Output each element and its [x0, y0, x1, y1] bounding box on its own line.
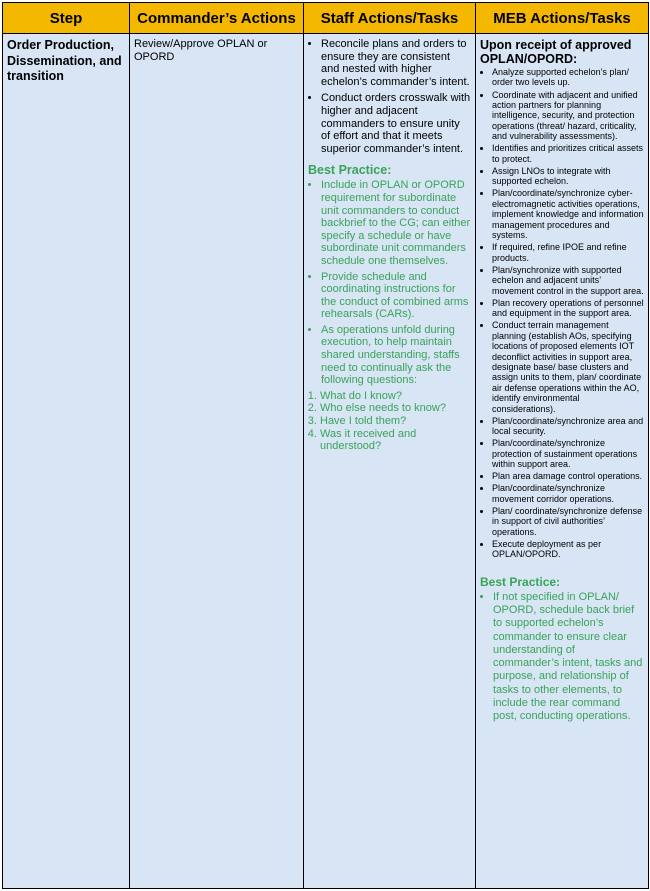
list-item: 4. Was it received and understood?	[320, 428, 471, 453]
header-row	[3, 3, 649, 34]
list-item: • Plan/coordinate/synchronize movement corridor operations.	[492, 483, 644, 504]
commander-cell	[130, 34, 304, 889]
list-item: • Include in OPLAN or OPORD requirement for subordinate unit commanders to conduct backbrief to the CG; can either specify a schedule or have subordinate unit commanders schedule one themselves.	[321, 179, 471, 267]
list-item: • Assign LNOs to integrate with supported echelon.	[492, 166, 644, 187]
header-commander-actions: Commander’s Actions	[130, 3, 304, 34]
list-item: • As operations unfold during execution, to help maintain shared understanding, staffs need to continually ask the following questions:	[321, 324, 471, 387]
list-item: • Analyze supported echelon’s plan/ order two levels up.	[492, 67, 644, 88]
list-item: • Plan/coordinate/synchronize cyber-electromagnetic activities operations, implement knowledge and information management procedures and systems.	[492, 188, 644, 240]
staff-best-practice-title: Best Practice:	[308, 163, 392, 178]
task-table	[2, 2, 649, 889]
meb-best-practice-list	[480, 591, 644, 724]
list-item: • Plan area damage control operations.	[492, 471, 644, 481]
staff-best-practice-list	[308, 179, 471, 387]
commander-action: Review/Approve OPLAN or OPORD	[134, 38, 268, 63]
list-item: • Conduct orders crosswalk with higher and adjacent commanders to ensure unity of effort and that it meets superior commander’s intent.	[321, 92, 471, 155]
header-step: Step	[3, 3, 130, 34]
list-item: • Plan/synchronize with supported echelon and adjacent units’ movement control in the support area.	[492, 265, 644, 296]
step-name: Order Production, Dissemination, and transition	[7, 38, 122, 83]
meb-task-list	[480, 67, 644, 560]
list-item: 2. Who else needs to know?	[320, 402, 471, 415]
list-item: • Plan/coordinate/synchronize protection of sustainment operations within support area.	[492, 438, 644, 469]
list-item: • If not specified in OPLAN/ OPORD, schedule back brief to supported echelon’s commander to ensure clear understanding of commander’s intent, tasks and purpose, and relationship of tasks to other elements, to include the rear command post, conducting operations.	[493, 591, 644, 724]
header-staff-actions: Staff Actions/Tasks	[304, 3, 476, 34]
list-item: • Plan/coordinate/synchronize area and local security.	[492, 416, 644, 437]
meb-best-practice-title: Best Practice:	[480, 574, 561, 589]
staff-question-list	[308, 390, 471, 453]
step-cell	[3, 34, 130, 889]
list-item: • Reconcile plans and orders to ensure they are consistent and nested with higher echelon’s commander’s intent.	[321, 38, 471, 88]
list-item: • If required, refine IPOE and refine products.	[492, 242, 644, 263]
table-row	[3, 34, 649, 889]
list-item: 1. What do I know?	[320, 390, 471, 403]
staff-task-list	[308, 38, 471, 155]
list-item: • Execute deployment as per OPLAN/OPORD.	[492, 539, 644, 560]
meb-heading: Upon receipt of approved OPLAN/OPORD:	[480, 38, 632, 66]
list-item: • Provide schedule and coordinating instructions for the conduct of combined arms rehearsals (CARs).	[321, 271, 471, 321]
list-item: • Conduct terrain management planning (establish AOs, specifying locations of proposed elements IOT deconflict activities in support area, designate base/ base clusters and assign units to them, plan/ coordinate air defense operations within the AO, identify environmental considerations).	[492, 320, 644, 414]
list-item: • Plan/ coordinate/synchronize defense in support of civil authorities’ operations.	[492, 506, 644, 537]
list-item: • Coordinate with adjacent and unified action partners for planning intelligence, security, and protection operations (threat/ hazard, criticality, and vulnerability assessments).	[492, 90, 644, 142]
list-item: 3. Have I told them?	[320, 415, 471, 428]
meb-cell	[476, 34, 649, 889]
list-item: • Plan recovery operations of personnel and equipment in the support area.	[492, 298, 644, 319]
header-meb-actions: MEB Actions/Tasks	[476, 3, 649, 34]
staff-cell	[304, 34, 476, 889]
list-item: • Identifies and prioritizes critical assets to protect.	[492, 143, 644, 164]
